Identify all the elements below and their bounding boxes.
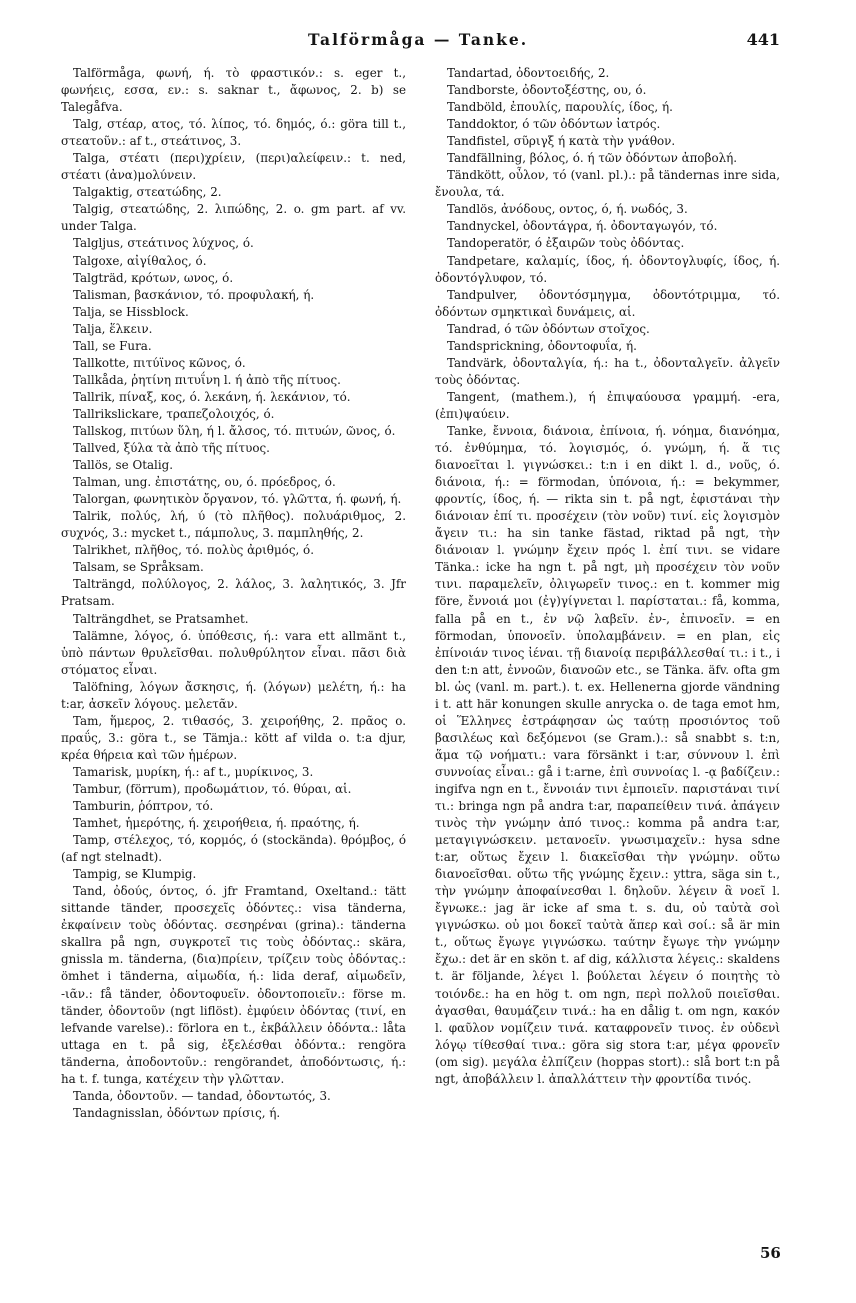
dictionary-entry: Talja, ἕλκειν. xyxy=(73,321,153,336)
dictionary-entry: Talg, στέαρ, ατος, τό. λίπος, τό. δημός, ό.: göra till t., στεατοῦν.: af t., στεάτινος, 3. xyxy=(61,117,406,149)
dictionary-entry: Tanda, ὀδοντοῦν. — tandad, ὀδοντωτός, 3. xyxy=(73,1088,331,1103)
dictionary-entry: Tangent, (mathem.), ή ἐπιψαύουσα γραμμή. -era, (ἐπι)ψαύειν. xyxy=(435,389,780,421)
dictionary-entry: Tallskog, πιτύων ὕλη, ή l. ἄλσος, τό. πιτυών, ῶνος, ό. xyxy=(73,423,396,438)
dictionary-entry: Talöfning, λόγων ἄσκησις, ή. (λόγων) μελέτη, ή.: ha t:ar, ἀσκεῖν λόγους. μελετᾶν. xyxy=(61,679,406,711)
dictionary-entry: Tamhet, ἡμερότης, ή. χειροήθεια, ή. πραότης, ή. xyxy=(73,816,360,831)
left-column xyxy=(61,65,406,1122)
dictionary-entry: Tandrad, ό τῶν ὀδόντων στοῖχος. xyxy=(447,321,650,336)
dictionary-entry: Talisman, βασκάνιον, τό. προφυλακή, ή. xyxy=(73,287,315,302)
dictionary-entry: Tallved, ξύλα τὰ ἀπὸ τῆς πίτυος. xyxy=(73,441,270,456)
dictionary-entry: Tandfällning, βόλος, ό. ή τῶν ὀδόντων ἀποβολή. xyxy=(447,151,738,166)
dictionary-entry: Tallkåda, ῥητίνη πιτυΐνη l. ή ἀπὸ τῆς πίτυος. xyxy=(73,372,341,387)
dictionary-entry: Talämne, λόγος, ό. ὑπόθεσις, ή.: vara ett allmänt t., ὑπὸ πάντων θρυλεῖσθαι. πολυθρύλητον εἶναι. πᾶσι διὰ στόματος εἶναι. xyxy=(61,628,406,677)
page-number: 441 xyxy=(746,30,780,49)
dictionary-entry: Tandborste, ὀδοντοξέστης, ου, ό. xyxy=(447,83,647,98)
dictionary-entry: Talgoxe, αἰγίθαλος, ό. xyxy=(73,253,207,268)
dictionary-entry: Tandagnisslan, ὀδόντων πρίσις, ή. xyxy=(73,1105,281,1120)
dictionary-entry: Tandpetare, καλαμίς, ίδος, ή. ὀδοντογλυφίς, ίδος, ή. ὀδοντόγλυφον, τό. xyxy=(435,253,780,285)
dictionary-entry: Tanke, ἔννοια, διάνοια, ἐπίνοια, ή. νόημα, διανόημα, τό. ἐνθύμημα, τό. λογισμός, ό. γνώμη, ή. ἅ τις διανοεῖται l. γιγνώσκει.: t:n i en dikt l. d., νοῦς, ό. διάνοια, ή.: = förmodan, ὑπόνοια, ή.: = bekymmer, φροντίς, ίδος, ή. — rikta sin t. på ngt, ἐφιστάναι τὴν διάνοιαν ἐπί τι. προσέχειν (τὸν νοῦν) τινί. εἰς λογισμὸν ἄγειν τι.: ha sin tanke fästad, riktad på ngt, τὴν διάνοιαν l. γνώμην ἔχειν πρός l. ἐπί τινι. se vidare Tänka.: icke ha ngn t. på ngt, μὴ προσέχειν τὸν νοῦν τινι. παραμελεῖν, ὀλιγωρεῖν τινος.: en t. kommer mig före, ἔννοιά μοι (ἐγ)γίγνεται l. παρίσταται.: få, komma, falla på en t., ἐν νῷ λαβεῖν. ἐν-, ἐπινοεῖν. = en förmodan, ὑπονοεῖν. ὑπολαμβάνειν. = en plan, εἰς ἐπίνοιάν τινος ἰέναι. τῇ διανοίᾳ περιβάλλεσθαί τι.: i t., i den t:n att, ἐννοῶν, διανοῶν etc., se Tänka. äfv. ofta gm bl. ὡς (vanl. m. part.). t. ex. Hellenerna gjorde vändning i t. att här konungen skulle anrycka o. de taga emot hm, οἱ Ἕλληνες ἐστράφησαν ὡς ταύτῃ προσιόντος τοῦ βασιλέως καὶ δεξόμενοι (se Gram.).: så snabbt s. t:n, ἅμα τῷ νοήματι.: vara försänkt i t:ar, σύννουν l. ἐπὶ συννοίας εἶναι.: gå i t:arne, ἐπὶ συννοίας l. -ᾳ βαδίζειν.: ingifva ngn en t., ἔννοιάν τινι ἐμποιεῖν. παριστάναι τινί τι.: bringa ngn på andra t:ar, παραπείθειν τινά. ἀπάγειν τινὸς τὴν γνώμην ἀπό τινος.: komma på andra t:ar, μεταγιγνώσκειν. μετανοεῖν. γνωσιμαχεῖν.: hysa sdne t:ar, οὕτως ἔχειν l. διακεῖσθαι τὴν γνώμην. οὕτω διανοεῖσθαι. οὕτω τῆς γνώμης ἔχειν.: yttra, säga sin t., τὴν γνώμην ἀποφαίνεσθαι l. δηλοῦν. λέγειν ἃ νοεῖ l. ἔγνωκε.: jag är icke af sma t. s. du, οὐ ταὐτὰ σοὶ γιγνώσκω. οὐ μοι δοκεῖ ταὐτὰ ἅπερ καὶ σοί.: så är min t., οὕτως ἔγωγε γιγνώσκω. ταύτην ἔγωγε τὴν γνώμην ἔχω.: det är en skön t. af dig, κάλλιστα λέγεις.: skaldens t. är följande, λέγει l. βούλεται λέγειν ό ποιητὴς τὸ τοιόνδε.: ha en hög t. om ngn, περὶ πολλοῦ ποιεῖσθαι. ἀγασθαι, θαυμάζειν τινά.: ha en dålig t. om ngn, κακόν l. φαῦλον νομίζειν τινά. καταφρονεῖν τινος. ἐν οὐδενὶ λόγῳ τίθεσθαί τινα.: göra sig stora t:ar, μέγα φρονεῖν (om sig). μεγάλα ἐλπίζειν (hoppas stort).: slå bort t:n på ngt, ἀποβάλλειν l. ἀπαλλάττειν τὴν φροντίδα τινός. xyxy=(435,423,780,1086)
running-title: Talförmåga — Tanke. xyxy=(308,30,529,49)
dictionary-entry: Tand, ὀδούς, όντος, ό. jfr Framtand, Oxeltand.: tätt sittande tänder, προσεχεῖς ὀδόντες.: visa tänderna, ἐκφαίνειν τοὺς ὀδόντας. σεσηρέναι (grina).: tänderna skallra på ngn, συγκροτεῖ τις τοὺς ὀδόντας.: skära, gnissla m. tänderna, (δια)πρίειν, τρίζειν τοὺς ὀδόντας.: ömhet i tänderna, αἱμωδία, ή.: lida deraf, αἱμωδεῖν, -ιᾶν.: få tänder, ὀδοντοφυεῖν. ὀδοντοποιεῖν.: förse m. tänder, ὀδοντοῦν (ngt liflöst). ἐμφύειν ὀδόντας (τινί, en lefvande varelse).: förlora en t., ἐκβάλλειν ὀδόντα.: låta uttaga en t. på sig, ἐξελέσθαι ὀδόντα.: rengöra tänderna, ἀποδοντοῦν.: rengörandet, ἀποδόντωσις, ή.: ha t. f. tunga, κατέχειν τὴν γλῶτταν. xyxy=(61,884,406,1086)
dictionary-entry: Talrik, πολύς, λή, ύ (τὸ πλῆθος). πολυάριθμος, 2. συχνός, 3.: mycket t., πάμπολυς, 3. παμπληθής, 2. xyxy=(61,509,406,541)
dictionary-entry: Tallös, se Otalig. xyxy=(73,458,174,473)
dictionary-entry: Tandvärk, ὀδονταλγία, ή.: ha t., ὀδονταλγεῖν. ἀλγεῖν τοὺς ὀδόντας. xyxy=(435,355,780,387)
dictionary-entry: Talga, στέατι (περι)χρίειν, (περι)αλείφειν.: t. ned, στέατι (ἀνα)μολύνειν. xyxy=(61,151,406,183)
dictionary-entry: Tanddoktor, ό τῶν ὀδόντων ἰατρός. xyxy=(447,117,661,132)
dictionary-entry: Talgljus, στεάτινος λύχνος, ό. xyxy=(73,236,254,251)
dictionary-entry: Tamburin, ῥόπτρον, τό. xyxy=(73,799,214,814)
dictionary-entry: Tandböld, ἐπουλίς, παρουλίς, ίδος, ή. xyxy=(447,100,673,115)
dictionary-entry: Tam, ἥμερος, 2. τιθασός, 3. χειροήθης, 2. πρᾶος o. πραΰς, 3.: göra t., se Tämja.: kött af vilda o. t:a djur, κρέα θήρεια καὶ τῶν ἡμέρων. xyxy=(61,713,406,762)
dictionary-entry: Talja, se Hissblock. xyxy=(73,304,189,319)
dictionary-entry: Tallrikslickare, τραπεζολοιχός, ό. xyxy=(73,406,275,421)
dictionary-entry: Tändkött, οὖλον, τό (vanl. pl.).: på tändernas inre sida, ἔνουλα, τά. xyxy=(435,168,780,200)
dictionary-entry: Talträngd, πολύλογος, 2. λάλος, 3. λαλητικός, 3. Jfr Pratsam. xyxy=(61,577,406,609)
dictionary-entry: Tandpulver, ὀδοντόσμηγμα, ὀδοντότριμμα, τό. ὀδόντων σμηκτικαὶ δυνάμεις, αἱ. xyxy=(435,287,780,319)
right-column xyxy=(435,65,780,1088)
dictionary-entry: Tandsprickning, ὀδοντοφυΐα, ή. xyxy=(447,338,637,353)
dictionary-entry: Talgträd, κρότων, ωνος, ό. xyxy=(73,270,234,285)
dictionary-entry: Tandfistel, σῦριγξ ή κατὰ τὴν γνάθον. xyxy=(447,134,676,149)
dictionary-entry: Tambur, (förrum), προδωμάτιον, τό. θύραι, αἱ. xyxy=(73,781,352,796)
dictionary-entry: Tallrik, πίναξ, κος, ό. λεκάνη, ή. λεκάνιον, τό. xyxy=(73,389,351,404)
dictionary-entry: Talorgan, φωνητικὸν ὄργανον, τό. γλῶττα, ή. φωνή, ή. xyxy=(73,492,402,507)
dictionary-entry: Talrikhet, πλῆθος, τό. πολὺς ἀριθμός, ό. xyxy=(73,543,314,558)
page-header xyxy=(60,30,780,54)
dictionary-entry: Tandartad, ὀδοντοειδής, 2. xyxy=(447,66,610,80)
dictionary-entry: Tandnyckel, ὀδοντάγρα, ή. ὀδονταγωγόν, τό. xyxy=(447,219,718,234)
dictionary-entry: Tamp, στέλεχος, τό, κορμός, ό (stockända). θρόμβος, ό (af ngt stelnadt). xyxy=(61,833,406,865)
dictionary-entry: Talgaktig, στεατώδης, 2. xyxy=(73,185,222,200)
signature-number: 56 xyxy=(760,1244,781,1262)
dictionary-entry: Tandoperatör, ό ἐξαιρῶν τοὺς ὀδόντας. xyxy=(447,236,685,251)
dictionary-entry: Tamarisk, μυρίκη, ή.: af t., μυρίκινος, 3. xyxy=(73,764,314,779)
dictionary-entry: Talträngdhet, se Pratsamhet. xyxy=(73,611,249,626)
dictionary-entry: Tall, se Fura. xyxy=(73,338,152,353)
dictionary-entry: Talgig, στεατώδης, 2. λιπώδης, 2. o. gm part. af vv. under Talga. xyxy=(61,202,406,234)
dictionary-entry: Tandlös, ἀνόδους, οντος, ό, ή. νωδός, 3. xyxy=(447,202,688,217)
dictionary-entry: Talförmåga, φωνή, ή. τὸ φραστικόν.: s. eger t., φωνήεις, εσσα, εν.: s. saknar t., ἄφωνος, 2. b) se Talegåfva. xyxy=(61,66,406,115)
dictionary-entry: Talman, ung. ἐπιστάτης, ου, ό. πρόεδρος, ό. xyxy=(73,475,336,490)
dictionary-entry: Talsam, se Språksam. xyxy=(73,560,204,575)
dictionary-entry: Tallkotte, πιτύϊνος κῶνος, ό. xyxy=(73,355,246,370)
dictionary-entry: Tampig, se Klumpig. xyxy=(73,867,197,882)
